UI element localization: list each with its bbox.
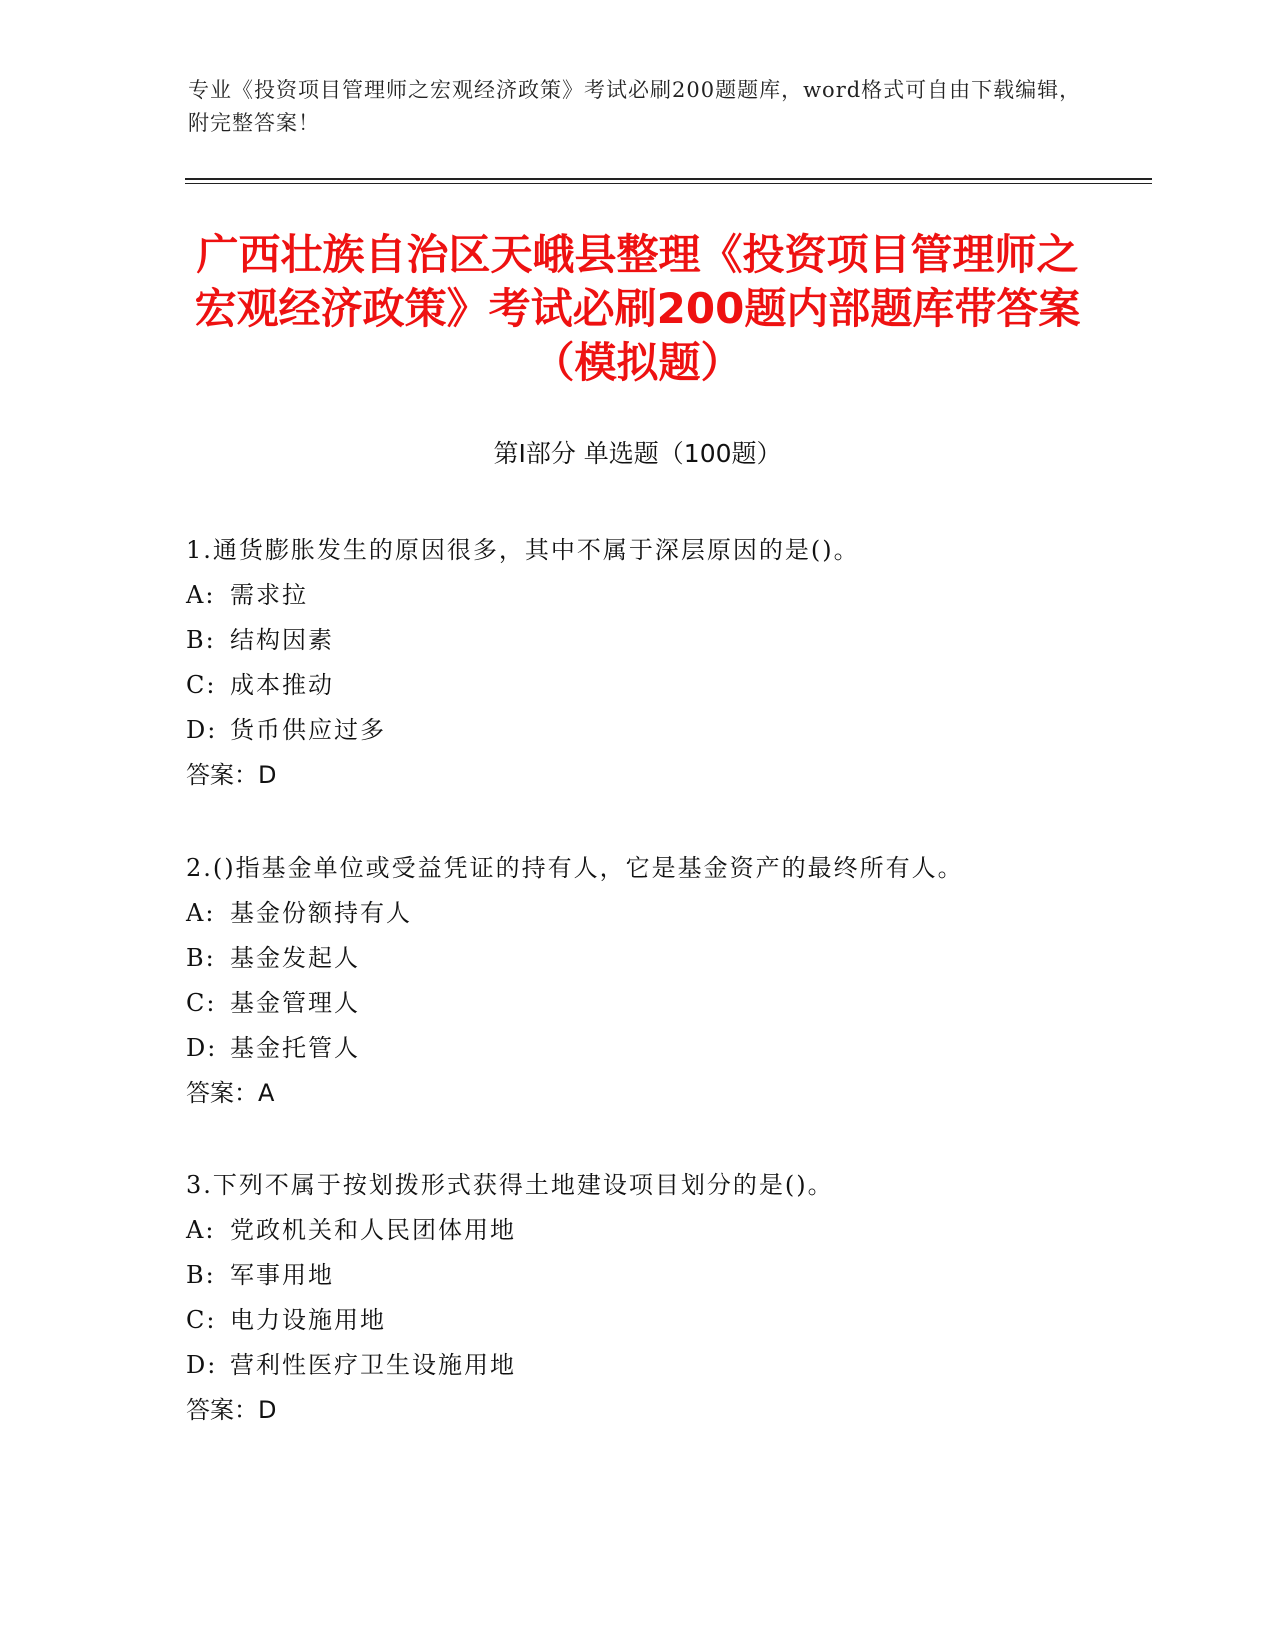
option-letter: B: [186, 944, 216, 972]
question-stem: 3.下列不属于按划拨形式获得土地建设项目划分的是()。 [186, 1171, 834, 1199]
answer-line: 答案：A [186, 1079, 275, 1107]
option-text: 货币供应过多 [230, 716, 386, 744]
option-b [186, 936, 1146, 981]
option-text: 基金发起人 [230, 944, 360, 972]
answer-line: 答案：D [186, 761, 277, 789]
section-title: 第Ⅰ部分 单选题（100题） [493, 439, 782, 468]
question-3 [186, 1163, 1146, 1433]
header-rule-thin [185, 183, 1152, 184]
option-text: 基金托管人 [230, 1034, 360, 1062]
option-letter: C: [186, 1306, 217, 1334]
option-letter: A: [186, 581, 216, 609]
option-letter: D: [186, 1034, 218, 1062]
option-c [186, 663, 1146, 708]
option-letter: B: [186, 626, 216, 654]
option-text: 基金份额持有人 [230, 899, 412, 927]
option-text: 结构因素 [230, 626, 334, 654]
option-c [186, 981, 1146, 1026]
option-letter: C: [186, 989, 217, 1017]
option-text: 需求拉 [230, 581, 308, 609]
option-letter: D: [186, 716, 218, 744]
option-letter: C: [186, 671, 217, 699]
option-letter: A: [186, 899, 216, 927]
question-2 [186, 846, 1146, 1116]
option-text: 营利性医疗卫生设施用地 [230, 1351, 516, 1379]
option-letter: B: [186, 1261, 216, 1289]
option-text: 成本推动 [230, 671, 334, 699]
question-stem: 2.()指基金单位或受益凭证的持有人，它是基金资产的最终所有人。 [186, 854, 964, 882]
option-d [186, 1343, 1146, 1388]
option-c [186, 1298, 1146, 1343]
header-rule-thick [185, 178, 1152, 180]
option-a [186, 891, 1146, 936]
option-d [186, 1026, 1146, 1071]
option-text: 基金管理人 [230, 989, 360, 1017]
header-note: 专业《投资项目管理师之宏观经济政策》考试必刷200题题库，word格式可自由下载编辑，附完整答案！ [188, 78, 1082, 135]
option-b [186, 618, 1146, 663]
option-letter: A: [186, 1216, 216, 1244]
option-text: 电力设施用地 [230, 1306, 386, 1334]
option-letter: D: [186, 1351, 218, 1379]
option-d [186, 708, 1146, 753]
option-text: 党政机关和人民团体用地 [230, 1216, 516, 1244]
question-1 [186, 528, 1146, 798]
document-title: 广西壮族自治区天峨县整理《投资项目管理师之宏观经济政策》考试必刷200题内部题库带答案（模拟题） [194, 230, 1081, 387]
option-a [186, 1208, 1146, 1253]
option-a [186, 573, 1146, 618]
question-stem: 1.通货膨胀发生的原因很多，其中不属于深层原因的是()。 [186, 536, 860, 564]
option-text: 军事用地 [230, 1261, 334, 1289]
answer-line: 答案：D [186, 1396, 277, 1424]
option-b [186, 1253, 1146, 1298]
